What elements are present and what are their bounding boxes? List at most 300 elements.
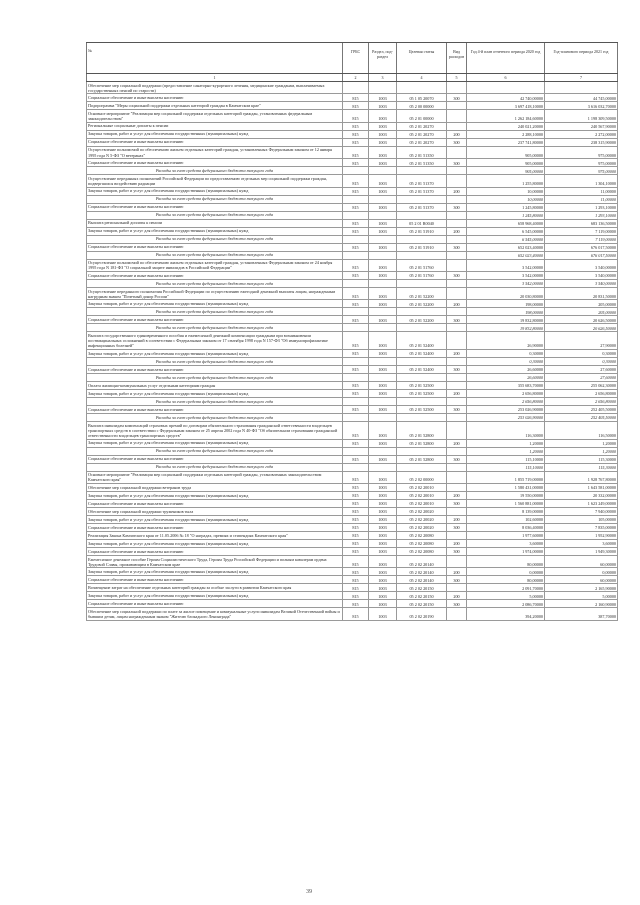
row-year2: 387,70000 [544, 608, 618, 619]
row-year2: 105,00000 [544, 516, 618, 523]
row-grbs: 815 [342, 484, 368, 491]
row-name: Расходы за счет средств федерального бюджета текущего года [86, 448, 342, 455]
row-grbs [342, 167, 368, 174]
row-year1: 1 977,60000 [466, 532, 544, 539]
row-grbs [342, 414, 368, 421]
table-row [86, 516, 618, 524]
row-grbs: 815 [342, 188, 368, 195]
row-expense-type [446, 608, 466, 619]
row-name: Закупка товаров, работ и услуг для обеспечения государственных (муниципальных) нужд [86, 390, 342, 397]
row-name: Социальное обеспечение и иные выплаты населению [86, 406, 342, 413]
row-year2: 115,30000 [544, 464, 618, 471]
funding-note-row [86, 358, 618, 366]
header-year2: Год-планового периода 2021 год [544, 43, 618, 73]
row-year1: 1,20000 [466, 440, 544, 447]
header-name [86, 43, 342, 73]
table-row [86, 492, 618, 500]
row-name: Социальное обеспечение и иные выплаты населению [86, 600, 342, 607]
row-expense-type [446, 308, 466, 315]
row-grbs [342, 236, 368, 243]
row-name: Закупка товаров, работ и услуг для обеспечения государственных (муниципальных) нужд [86, 516, 342, 523]
table-row [86, 472, 618, 484]
row-name: Обеспечение мер социальной поддержки по плате за жилое помещение и коммунальные услуги инвалидам Великой Отечественной войны и бывшим детям, лицам награжденным знаком "Жителю блокадного Ленинграда" [86, 608, 342, 619]
row-name: Закупка товаров, работ и услуг для обеспечения государственных (муниципальных) нужд [86, 592, 342, 599]
row-expense-type: 300 [446, 366, 466, 373]
row-grbs [342, 212, 368, 219]
table-row [86, 332, 618, 350]
row-grbs [342, 252, 368, 259]
row-razdel: 1003 [368, 244, 396, 251]
row-expense-type [446, 110, 466, 121]
row-target-article: 05 2 01 51350 [396, 147, 446, 158]
row-name: Расходы за счет средств федерального бюджета текущего года [86, 167, 342, 174]
row-razdel: 1003 [368, 159, 396, 166]
row-name: Социальное обеспечение и иные выплаты населению [86, 204, 342, 211]
header-year1: Год 4-й план отчетного периода 2020 год [466, 43, 544, 73]
table-row [86, 159, 618, 167]
table-row [86, 540, 618, 548]
row-grbs: 815 [342, 204, 368, 211]
row-target-article: 05 2 02 20150 [396, 592, 446, 599]
row-year2: 20 626,50000 [544, 316, 618, 323]
row-year2: 27,60000 [544, 374, 618, 381]
table-row [86, 382, 618, 390]
row-name: Закупка товаров, работ и услуг для обеспечения государственных (муниципальных) нужд [86, 540, 342, 547]
row-razdel: 1003 [368, 540, 396, 547]
row-year1: 0,00000 [466, 568, 544, 575]
row-grbs: 815 [342, 584, 368, 591]
row-year2: 2 165,90000 [544, 584, 618, 591]
row-target-article: 05 2 02 20140 [396, 556, 446, 567]
row-year1: 253 026,90000 [466, 414, 544, 421]
row-name: Расходы за счет средств федерального бюджета текущего года [86, 324, 342, 331]
row-name: Социальное обеспечение и иные выплаты населению [86, 500, 342, 507]
row-target-article: 05 2 01 52800 [396, 456, 446, 463]
row-year1: 3 542,00000 [466, 260, 544, 271]
row-year1: 237 741,80000 [466, 139, 544, 146]
funding-note-row [86, 374, 618, 382]
row-razdel: 1003 [368, 592, 396, 599]
row-year2: 3 540,00000 [544, 280, 618, 287]
row-razdel: 1003 [368, 406, 396, 413]
row-year1: 26,90000 [466, 332, 544, 349]
row-razdel [368, 212, 396, 219]
funding-note-row [86, 448, 618, 456]
row-grbs: 815 [342, 508, 368, 515]
row-year2: 1 623 249,00000 [544, 500, 618, 507]
row-expense-type [446, 280, 466, 287]
row-expense-type: 300 [446, 600, 466, 607]
table-row [86, 548, 618, 556]
row-year2: 115,30000 [544, 456, 618, 463]
row-year1: 3 542,00000 [466, 272, 544, 279]
row-year2: 2 656,80000 [544, 390, 618, 397]
table-row [86, 592, 618, 600]
row-expense-type: 200 [446, 440, 466, 447]
row-target-article: 05 2 02 20020 [396, 508, 446, 515]
row-razdel [368, 398, 396, 405]
row-razdel [368, 358, 396, 365]
row-target-article: 05 2 02 20020 [396, 516, 446, 523]
table-row [86, 350, 618, 358]
row-target-article: 05 2 02 20140 [396, 568, 446, 575]
row-grbs: 815 [342, 300, 368, 307]
row-razdel: 1003 [368, 204, 396, 211]
row-grbs: 815 [342, 123, 368, 130]
row-name: Осуществление переданных полномочий Российской Федерации по предоставлению отдельных мер социальной поддержки граждан, подвергшихся воздействию радиации [86, 175, 342, 186]
row-expense-type: 200 [446, 390, 466, 397]
row-year1: 5,00000 [466, 592, 544, 599]
table-row [86, 123, 618, 131]
row-name: Закупка товаров, работ и услуг для обеспечения государственных (муниципальных) нужд [86, 440, 342, 447]
row-year1: 20 030,80000 [466, 288, 544, 299]
row-razdel: 1003 [368, 532, 396, 539]
row-target-article: 05 2 01 51370 [396, 175, 446, 186]
row-target-article: 05 2 01 52800 [396, 440, 446, 447]
row-expense-type [446, 212, 466, 219]
col-num: 2 [342, 74, 368, 81]
row-name: Социальное обеспечение и иные выплаты населению [86, 456, 342, 463]
row-expense-type [446, 508, 466, 515]
row-year1: 1 974,00000 [466, 548, 544, 555]
row-year2: 205,00000 [544, 300, 618, 307]
row-grbs: 815 [342, 244, 368, 251]
budget-table [86, 42, 618, 621]
row-name: Основное мероприятие "Реализация мер социальной поддержки отдельных категорий граждан, установленных федеральным законодательством" [86, 110, 342, 121]
row-grbs [342, 196, 368, 203]
row-year1: 8 139,00000 [466, 508, 544, 515]
row-year2: 20 831,50000 [544, 288, 618, 299]
row-target-article [396, 212, 446, 219]
row-target-article: 05 2 01 51760 [396, 260, 446, 271]
row-year2: 116,50000 [544, 422, 618, 439]
row-razdel: 1003 [368, 332, 396, 349]
col-num: 6 [466, 74, 544, 81]
table-row [86, 422, 618, 440]
row-grbs: 815 [342, 390, 368, 397]
row-year2: 1 643 581,00000 [544, 484, 618, 491]
row-year2: 1 198 309,50000 [544, 110, 618, 121]
row-name: Закупка товаров, работ и услуг для обеспечения государственных (муниципальных) нужд [86, 568, 342, 575]
row-year2: 1,20000 [544, 448, 618, 455]
row-grbs: 815 [342, 139, 368, 146]
header-razdel: Раздел, под- раздел [368, 43, 396, 73]
row-razdel [368, 280, 396, 287]
row-razdel: 1003 [368, 382, 396, 389]
row-razdel: 1003 [368, 139, 396, 146]
table-row [86, 406, 618, 414]
row-year1: 19 550,00000 [466, 492, 544, 499]
row-target-article: 05 2 02 20020 [396, 524, 446, 531]
row-expense-type: 200 [446, 540, 466, 547]
row-grbs: 815 [342, 366, 368, 373]
row-target-article: 05 2 01 52400 [396, 366, 446, 373]
row-target-article: 05 2 01 52200 [396, 288, 446, 299]
row-target-article [396, 448, 446, 455]
row-razdel: 1003 [368, 300, 396, 307]
row-target-article: 05 2 01 20270 [396, 131, 446, 138]
row-expense-type: 300 [446, 204, 466, 211]
table-row [86, 608, 618, 620]
row-year2: 0,00000 [544, 568, 618, 575]
row-year1: 3 542,00000 [466, 280, 544, 287]
row-year1: 1 560 881,00000 [466, 500, 544, 507]
row-name: Расходы за счет средств федерального бюджета текущего года [86, 374, 342, 381]
row-expense-type: 200 [446, 568, 466, 575]
row-year1: 80,00000 [466, 556, 544, 567]
row-year2: 975,00000 [544, 147, 618, 158]
row-expense-type: 200 [446, 592, 466, 599]
column-numbers [86, 74, 618, 82]
row-expense-type [446, 484, 466, 491]
table-row [86, 175, 618, 187]
row-year2: 7 940,00000 [544, 508, 618, 515]
row-year1: 1 580 431,00000 [466, 484, 544, 491]
row-year2: 683 136,50000 [544, 220, 618, 227]
row-grbs: 815 [342, 440, 368, 447]
row-target-article: 05 2 02 00000 [396, 472, 446, 483]
row-grbs: 815 [342, 147, 368, 158]
row-grbs: 815 [342, 568, 368, 575]
table-row [86, 390, 618, 398]
row-razdel: 1003 [368, 102, 396, 109]
row-expense-type: 300 [446, 94, 466, 101]
table-row [86, 600, 618, 608]
row-name: Возмещение затрат на обеспечение отдельных категорий граждан за особые заслуги в развитии Камчатского края [86, 584, 342, 591]
row-expense-type [446, 167, 466, 174]
table-row [86, 556, 618, 568]
table-row [86, 260, 618, 272]
row-expense-type: 300 [446, 456, 466, 463]
table-header [86, 43, 618, 74]
row-year2: 252 405,50000 [544, 414, 618, 421]
row-target-article: 05 2 01 R0040 [396, 220, 446, 227]
row-name: Социальное обеспечение и иные выплаты населению [86, 316, 342, 323]
row-razdel: 1003 [368, 390, 396, 397]
row-grbs: 815 [342, 576, 368, 583]
row-target-article: 05 2 01 51910 [396, 228, 446, 235]
row-name: Обеспечение мер социальной поддержки тружеников тыла [86, 508, 342, 515]
row-expense-type [446, 472, 466, 483]
row-name: Социальное обеспечение и иные выплаты населению [86, 272, 342, 279]
table-row [86, 82, 618, 94]
row-target-article [396, 324, 446, 331]
funding-note-row [86, 414, 618, 422]
row-target-article: 05 2 02 20080 [396, 548, 446, 555]
row-expense-type: 300 [446, 244, 466, 251]
row-razdel: 1003 [368, 524, 396, 531]
row-name: Социальное обеспечение и иные выплаты населению [86, 139, 342, 146]
row-razdel: 1003 [368, 584, 396, 591]
row-razdel [368, 374, 396, 381]
row-year1: 253 026,90000 [466, 406, 544, 413]
row-target-article: 05 2 01 52500 [396, 382, 446, 389]
row-name: Закупка товаров, работ и услуг для обеспечения государственных (муниципальных) нужд [86, 350, 342, 357]
row-razdel: 1003 [368, 110, 396, 121]
row-target-article: 05 2 02 20010 [396, 484, 446, 491]
table-row [86, 204, 618, 212]
row-expense-type [446, 374, 466, 381]
row-year1: 355 683,70000 [466, 382, 544, 389]
funding-note-row [86, 236, 618, 244]
row-target-article: 05 2 01 51370 [396, 204, 446, 211]
row-expense-type [446, 398, 466, 405]
row-grbs: 815 [342, 406, 368, 413]
row-year1: 905,00000 [466, 167, 544, 174]
row-year1: 10,00000 [466, 188, 544, 195]
row-year1: 198,00000 [466, 300, 544, 307]
row-name: Осуществление полномочий по обеспечению жильем отдельных категорий граждан, установленных Федеральным законом от 12 января 1995 года N 5-ФЗ "О ветеранах" [86, 147, 342, 158]
row-grbs: 815 [342, 540, 368, 547]
row-target-article: 05 2 01 52400 [396, 332, 446, 349]
row-grbs: 815 [342, 316, 368, 323]
row-year1: 1 245,80000 [466, 212, 544, 219]
row-razdel: 1003 [368, 272, 396, 279]
row-grbs [342, 82, 368, 93]
row-razdel: 1003 [368, 576, 396, 583]
row-name: Социальное обеспечение и иные выплаты населению [86, 159, 342, 166]
table-row [86, 139, 618, 147]
row-razdel: 1003 [368, 260, 396, 271]
row-target-article [396, 308, 446, 315]
row-razdel: 1003 [368, 147, 396, 158]
table-row [86, 500, 618, 508]
row-target-article: 05 2 02 20140 [396, 576, 446, 583]
row-razdel: 1003 [368, 600, 396, 607]
row-name: Расходы за счет средств федерального бюджета текущего года [86, 358, 342, 365]
row-name: Основное мероприятие "Реализация мер социальной поддержки отдельных категорий граждан, установленных законодательством Камчатского края" [86, 472, 342, 483]
row-target-article [396, 414, 446, 421]
row-grbs: 815 [342, 422, 368, 439]
row-year1: 2 086,70000 [466, 600, 544, 607]
row-expense-type [446, 584, 466, 591]
funding-note-row [86, 252, 618, 260]
row-razdel: 1003 [368, 350, 396, 357]
table-row [86, 102, 618, 110]
row-year2: 1 949,30000 [544, 548, 618, 555]
row-razdel: 1003 [368, 456, 396, 463]
row-razdel [368, 308, 396, 315]
row-expense-type [446, 220, 466, 227]
row-year2: 676 017,50000 [544, 244, 618, 251]
row-expense-type: 200 [446, 350, 466, 357]
funding-note-row [86, 398, 618, 406]
row-razdel: 1003 [368, 288, 396, 299]
row-year1: 3,60000 [466, 540, 544, 547]
row-year1: 42 740,00000 [466, 94, 544, 101]
row-grbs [342, 324, 368, 331]
row-target-article: 05 2 01 52200 [396, 300, 446, 307]
row-year1: 1 262 184,60000 [466, 110, 544, 121]
row-grbs [342, 374, 368, 381]
row-grbs [342, 308, 368, 315]
row-year1: 115,10000 [466, 456, 544, 463]
col-num: 3 [368, 74, 396, 81]
row-razdel: 1003 [368, 492, 396, 499]
row-expense-type: 300 [446, 406, 466, 413]
table-body [86, 82, 618, 621]
col-num: 5 [446, 74, 466, 81]
row-grbs: 815 [342, 608, 368, 619]
row-expense-type [446, 147, 466, 158]
row-razdel: 1003 [368, 220, 396, 227]
row-name: Выплата инвалидам компенсаций страховых премий по договорам обязательного страхования гражданской ответственности владельцев транспортных средств в соответствии с Федеральным законом от 25 апреля 2002 года N 40-ФЗ "Об обязательном страховании гражданской ответственности владельцев транспортных средств" [86, 422, 342, 439]
row-year1: 26,60000 [466, 374, 544, 381]
row-grbs [342, 358, 368, 365]
row-year2: 2 272,00000 [544, 131, 618, 138]
row-name: Выплата региональной доплаты к пенсии [86, 220, 342, 227]
row-expense-type [446, 252, 466, 259]
row-expense-type: 300 [446, 316, 466, 323]
row-razdel: 1003 [368, 548, 396, 555]
row-year1: 240 021,20000 [466, 123, 544, 130]
row-name: Расходы за счет средств федерального бюджета текущего года [86, 196, 342, 203]
row-target-article: 05 2 01 52500 [396, 406, 446, 413]
row-razdel: 1003 [368, 123, 396, 130]
row-razdel [368, 167, 396, 174]
row-name: Расходы за счет средств федерального бюджета текущего года [86, 236, 342, 243]
funding-note-row [86, 196, 618, 204]
row-year2: 3 616 032,70000 [544, 102, 618, 109]
row-target-article: 05 2 01 00000 [396, 110, 446, 121]
row-year1: 1,20000 [466, 448, 544, 455]
row-year1: 905,00000 [466, 159, 544, 166]
row-year2: 255 062,30000 [544, 382, 618, 389]
row-year2: 1 952,90000 [544, 532, 618, 539]
row-razdel [368, 464, 396, 471]
row-grbs: 815 [342, 592, 368, 599]
row-header-label: № [88, 48, 92, 53]
row-name: Расходы за счет средств федерального бюджета текущего года [86, 252, 342, 259]
row-target-article [396, 280, 446, 287]
row-expense-type: 300 [446, 500, 466, 507]
row-expense-type: 200 [446, 131, 466, 138]
row-name: Выплата государственного единовременного пособия и ежемесячной денежной компенсации гражданам при возникновении поствакцинальных осложнений в соответствии с Федеральным законом от 17 сентября 1998 года N 157-ФЗ "Об иммунопрофилактике инфекционных болезней" [86, 332, 342, 349]
row-year1: 394,20000 [466, 608, 544, 619]
row-razdel: 1003 [368, 94, 396, 101]
row-year2: 2 656,80000 [544, 398, 618, 405]
row-target-article: 05 2 02 20150 [396, 584, 446, 591]
row-expense-type [446, 196, 466, 203]
row-razdel [368, 196, 396, 203]
row-expense-type: 300 [446, 159, 466, 166]
col-num: 1 [86, 74, 342, 81]
row-year2: 11,00000 [544, 196, 618, 203]
row-grbs: 815 [342, 456, 368, 463]
row-name: Расходы за счет средств федерального бюджета текущего года [86, 464, 342, 471]
row-razdel: 1003 [368, 366, 396, 373]
row-year2: 238 315,90000 [544, 139, 618, 146]
row-year2: 7 835,00000 [544, 524, 618, 531]
row-name: Закупка товаров, работ и услуг для обеспечения государственных (муниципальных) нужд [86, 300, 342, 307]
row-razdel: 1003 [368, 556, 396, 567]
row-target-article: 05 2 01 51370 [396, 188, 446, 195]
row-name: Расходы за счет средств федерального бюджета текущего года [86, 398, 342, 405]
row-expense-type: 300 [446, 548, 466, 555]
row-year1: 26,60000 [466, 366, 544, 373]
row-name: Закупка товаров, работ и услуг для обеспечения государственных (муниципальных) нужд [86, 131, 342, 138]
table-row [86, 316, 618, 324]
row-year2: 1 293,10000 [544, 212, 618, 219]
row-expense-type [446, 414, 466, 421]
row-name: Расходы за счет средств федерального бюджета текущего года [86, 280, 342, 287]
row-year2: 0,30000 [544, 350, 618, 357]
row-razdel: 1003 [368, 484, 396, 491]
row-expense-type [446, 382, 466, 389]
table-row [86, 456, 618, 464]
row-name: Расходы за счет средств федерального бюджета текущего года [86, 414, 342, 421]
row-year1: 2 656,80000 [466, 398, 544, 405]
